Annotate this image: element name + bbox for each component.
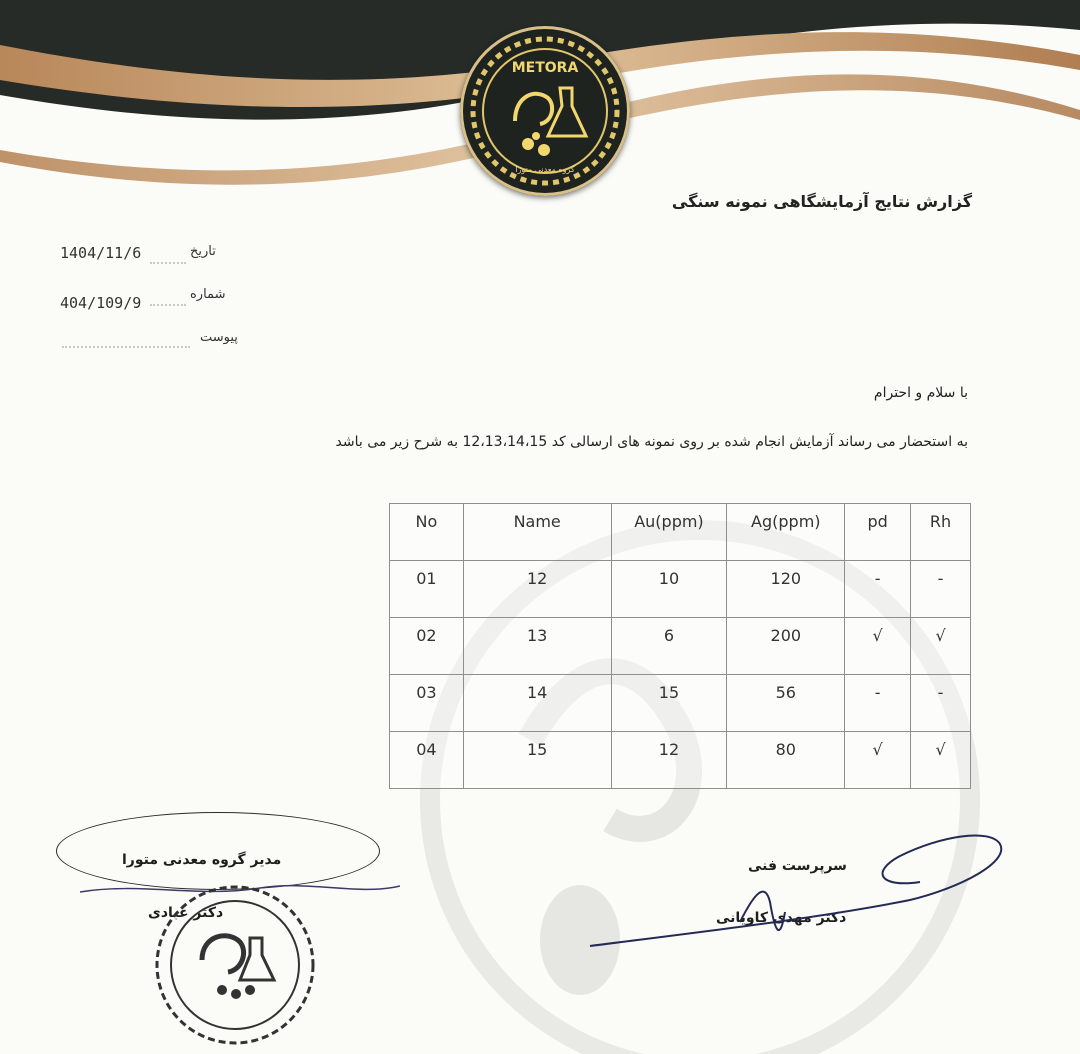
cell-ag: 200 <box>727 618 845 675</box>
right-signatory-title: سرپرست فنی <box>748 858 847 874</box>
number-dotted-line <box>150 304 186 306</box>
cell-rh: - <box>911 561 971 618</box>
header-ag: Ag(ppm) <box>727 504 845 561</box>
attachment-label: پیوست <box>200 330 238 345</box>
header-au: Au(ppm) <box>611 504 727 561</box>
handwritten-signature <box>580 822 1040 962</box>
intro-text: به استحضار می رساند آزمایش انجام شده بر روی نمونه های ارسالی کد 12،13،14،15 به شرح زیر می باشد <box>335 434 968 450</box>
cell-ag: 56 <box>727 675 845 732</box>
number-label: شماره <box>190 287 226 302</box>
right-signatory-name: دکتر مهدی کاویانی <box>716 910 847 926</box>
cell-pd: - <box>845 561 911 618</box>
results-table <box>389 503 971 789</box>
round-stamp <box>150 880 320 1050</box>
cell-name: 15 <box>463 732 611 789</box>
cell-rh: √ <box>911 618 971 675</box>
cell-no: 02 <box>390 618 464 675</box>
date-label: تاریخ <box>190 244 216 259</box>
date-dotted-line <box>150 262 186 264</box>
cell-name: 12 <box>463 561 611 618</box>
logo-text: METORA <box>511 60 579 76</box>
header-pd: pd <box>845 504 911 561</box>
cell-pd: √ <box>845 732 911 789</box>
left-signatory-title: مدیر گروه معدنی متورا <box>122 852 282 868</box>
cell-pd: √ <box>845 618 911 675</box>
greeting: با سلام و احترام <box>873 385 968 401</box>
cell-ag: 80 <box>727 732 845 789</box>
table-header-row <box>390 504 971 561</box>
cell-no: 04 <box>390 732 464 789</box>
logo-subtext: گروه معدنی متورا <box>515 165 575 174</box>
cell-pd: - <box>845 675 911 732</box>
report-title: گزارش نتایج آزمایشگاهی نمونه سنگی <box>671 192 972 211</box>
cell-rh: √ <box>911 732 971 789</box>
cell-name: 14 <box>463 675 611 732</box>
cell-au: 6 <box>611 618 727 675</box>
attachment-dotted-line <box>62 346 190 348</box>
cell-ag: 120 <box>727 561 845 618</box>
cell-rh: - <box>911 675 971 732</box>
company-logo <box>460 26 630 196</box>
cell-no: 03 <box>390 675 464 732</box>
cell-au: 15 <box>611 675 727 732</box>
number-value: 404/109/9 <box>60 294 142 312</box>
table-row <box>390 732 971 789</box>
left-signatory-name: دکتر عبادی <box>148 905 224 921</box>
table-row <box>390 561 971 618</box>
cell-name: 13 <box>463 618 611 675</box>
header-name: Name <box>463 504 611 561</box>
header-no: No <box>390 504 464 561</box>
header-rh: Rh <box>911 504 971 561</box>
cell-au: 12 <box>611 732 727 789</box>
date-value: 1404/11/6 <box>60 244 142 262</box>
table-row <box>390 618 971 675</box>
cell-no: 01 <box>390 561 464 618</box>
table-row <box>390 675 971 732</box>
cell-au: 10 <box>611 561 727 618</box>
